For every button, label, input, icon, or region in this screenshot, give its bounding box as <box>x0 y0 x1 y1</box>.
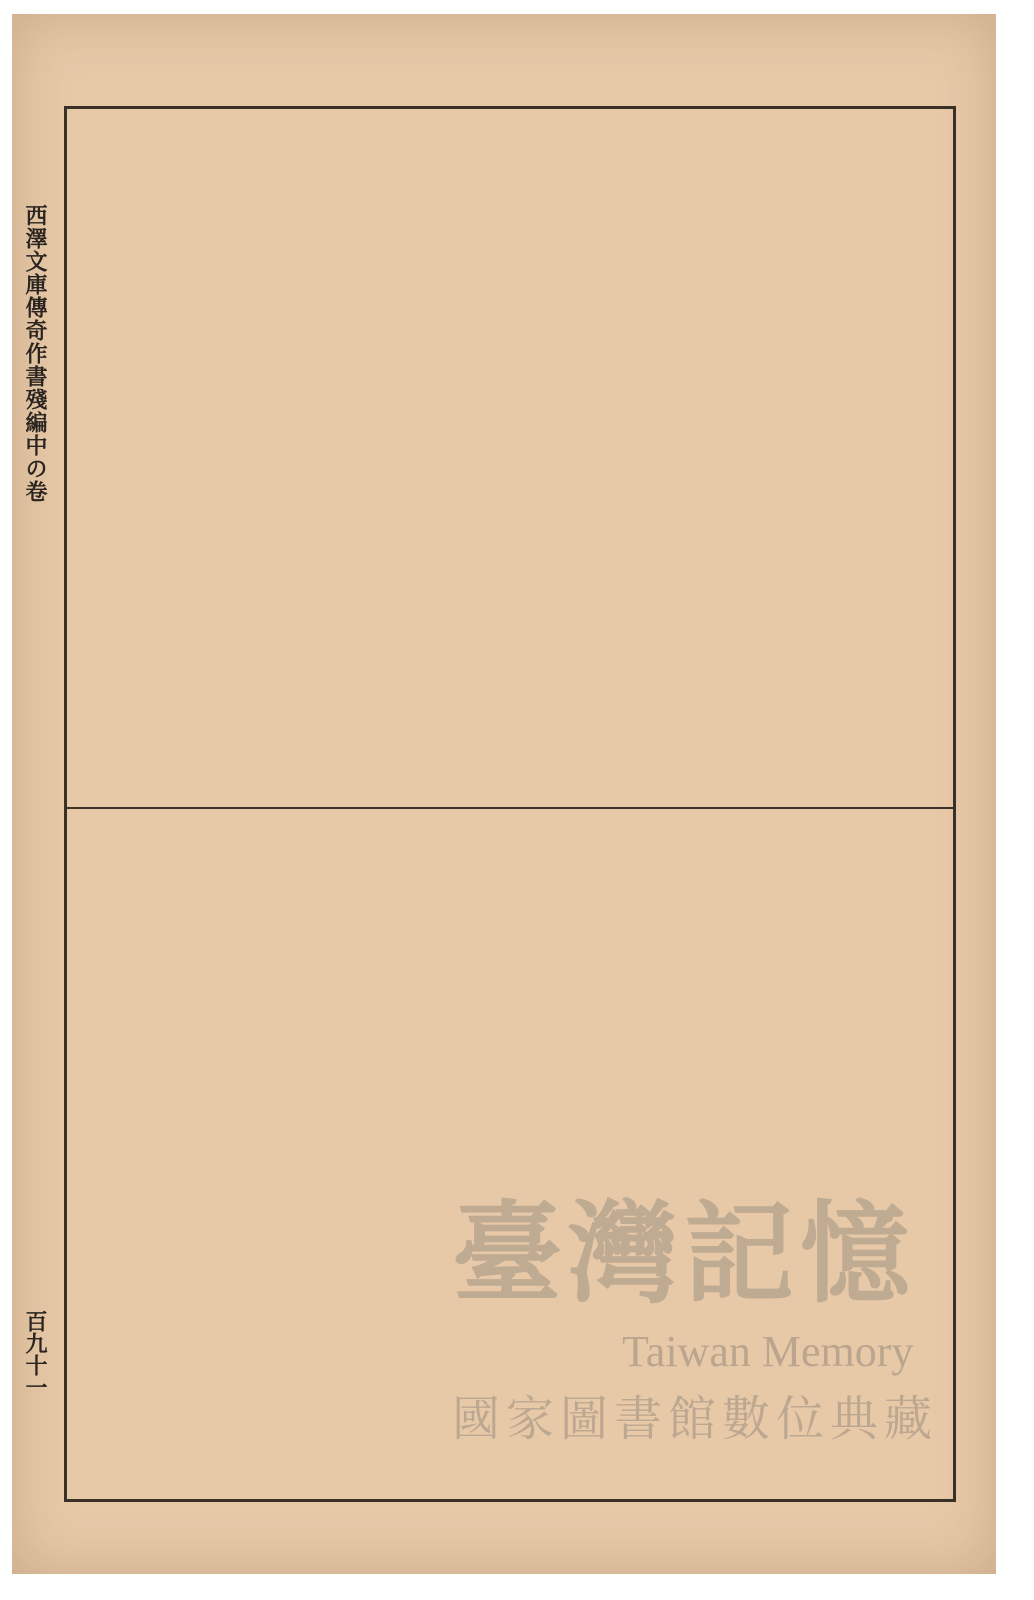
text-column <box>765 819 805 1495</box>
text-column <box>828 119 868 799</box>
text-column <box>215 819 255 1495</box>
text-column <box>696 819 736 1495</box>
text-column <box>903 119 943 799</box>
text-column <box>152 119 192 799</box>
text-column <box>283 819 323 1495</box>
text-column <box>903 819 943 1495</box>
text-column <box>77 819 117 1495</box>
text-column <box>452 119 492 799</box>
text-column <box>603 119 643 799</box>
book-page <box>12 14 996 1574</box>
watermark-subtitle: Taiwan Memory <box>622 1327 914 1376</box>
text-column <box>77 119 117 799</box>
text-column <box>753 119 793 799</box>
upper-text-block <box>77 119 943 799</box>
watermark-logo-text: 臺灣記憶 <box>452 1189 916 1318</box>
text-column <box>146 819 186 1495</box>
text-column <box>302 119 342 799</box>
watermark-institution: 國家圖書館數位典藏 <box>452 1391 939 1447</box>
text-column <box>559 819 599 1495</box>
text-column <box>490 819 530 1495</box>
text-column <box>527 119 567 799</box>
text-column <box>352 819 392 1495</box>
section-divider <box>67 807 953 809</box>
page-number: 百九十一 <box>22 1310 48 1398</box>
text-column <box>377 119 417 799</box>
text-column <box>421 819 461 1495</box>
text-column <box>834 819 874 1495</box>
text-column <box>227 119 267 799</box>
text-frame <box>64 106 956 1502</box>
text-column <box>628 819 668 1495</box>
lower-text-block <box>77 819 943 1495</box>
text-column <box>678 119 718 799</box>
running-header: 西澤文庫傳奇作書殘編中の卷 <box>22 204 48 503</box>
